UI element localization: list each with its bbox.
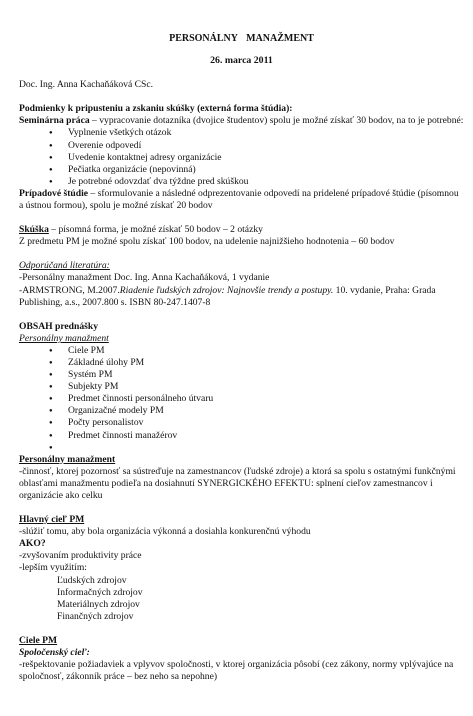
- seminar-label: Seminárna práca: [19, 115, 90, 127]
- list-item: ● Základné úlohy PM: [49, 357, 464, 369]
- aims-subheading: Spoločenský cieľ:: [19, 647, 90, 659]
- list-item: [49, 442, 464, 454]
- resource-item: Materiálnych zdrojov: [57, 598, 140, 610]
- case-study-label: Prípadové štúdie: [19, 187, 89, 199]
- list-item: ● Ciele PM: [49, 345, 464, 357]
- exam-paragraph: [19, 224, 464, 236]
- list-item: ● Pečiatka organizácie (nepovinná): [49, 164, 464, 176]
- list-item: ● Overenie odpovedí: [49, 140, 464, 152]
- goal-line-2: -zvyšovaním produktivity práce: [19, 550, 142, 562]
- resource-item: Ľudských zdrojov: [57, 574, 127, 586]
- resource-item: Finančných zdrojov: [57, 610, 134, 622]
- list-item: ● Subjekty PM: [49, 381, 464, 393]
- case-study-paragraph: [19, 188, 464, 212]
- contents-subheading: Personálny manažment: [19, 332, 109, 344]
- literature-heading: Odporúčaná literatúra:: [19, 260, 110, 272]
- goal-line-3: -lepším využitím:: [19, 562, 87, 574]
- document-title: PERSONÁLNY MANAŽMENT: [169, 33, 314, 44]
- list-item: ● Uvedenie kontaktnej adresy organizácie: [49, 152, 464, 164]
- list-item: ● Počty personalistov: [49, 417, 464, 429]
- resource-item: Informačných zdrojov: [57, 586, 143, 598]
- pm-heading: Personálny manažment: [19, 453, 116, 465]
- list-item: ● Predmet činnosti personálneho útvaru: [49, 393, 464, 405]
- document-page: [19, 10, 464, 683]
- list-item: ● Vyplnenie všetkých otázok: [49, 127, 464, 139]
- aims-text: -rešpektovanie požiadaviek a vplyvov spoločnosti, v ktorej organizácia pôsobí (cez zákony, normy vplývajúce na spoločnosť, zákonník práce – bez neho sa nepohne): [19, 659, 454, 683]
- exam-text: – písomná forma, je možné získať 50 bodov – 2 otázky: [48, 224, 263, 236]
- exam-total: Z predmetu PM je možné spolu získať 100 bodov, na udelenie najnižšieho hodnotenia – 60 bodov: [19, 236, 395, 248]
- case-study-text: – sformulovanie a následné odprezentovanie odpovedí na pridelené prípadové štúdie (písomnou a ústnou formou), spolu je možné získať 20 bodov: [19, 187, 459, 212]
- list-item: ● Predmet činnosti manažérov: [49, 430, 464, 442]
- pm-definition: -činnosť, ktorej pozornosť sa sústreďuje na zamestnancov (ľudské zdroje) a ktorá sa spolu s ostatnými funkčnými oblasťami manažmentu podieľa na dosiahnutí SYNERGICKÉHO EFEKTU: splnení cieľov zamestnancov i organizácie ako celku: [19, 465, 456, 501]
- literature-item-2: [19, 285, 464, 309]
- author-line: Doc. Ing. Anna Kachaňáková CSc.: [19, 79, 154, 91]
- literature-publisher: 10. vydanie, Praha: Grada Publishing, a.s., 2007.800 s. ISBN 80-247.1407-8: [19, 284, 436, 308]
- seminar-text: – vypracovanie dotazníka (dvojice študentov) spolu je možné získať 30 bodov, na to je potrebné:: [89, 115, 464, 127]
- seminar-paragraph: [19, 115, 464, 127]
- goal-line-1: -slúžiť tomu, aby bola organizácia výkonná a dosiahla konkurenčnú výhodu: [19, 526, 311, 538]
- aims-heading: Ciele PM: [19, 634, 58, 646]
- list-item: ● Organizačné modely PM: [49, 405, 464, 417]
- literature-book-title: Riadenie ľudských zdrojov: Najnovšie trendy a postupy.: [119, 284, 334, 296]
- goal-how: AKO?: [19, 538, 46, 550]
- contents-list: [19, 345, 464, 454]
- contents-heading: OBSAH prednášky: [19, 320, 98, 332]
- list-item: ● Je potrebné odovzdať dva týždne pred skúškou: [49, 176, 464, 188]
- resources-list: [19, 575, 464, 623]
- conditions-heading: Podmienky k pripusteniu a zskaniu skúšky (externá forma štúdia):: [19, 103, 293, 115]
- literature-author: -ARMSTRONG, M.2007.: [19, 284, 120, 296]
- conditions-list: [19, 127, 464, 187]
- document-date: 26. marca 2011: [210, 55, 273, 67]
- goal-heading: Hlavný cieľ PM: [19, 514, 85, 526]
- exam-label: Skúška: [19, 224, 49, 236]
- list-item: ● Systém PM: [49, 369, 464, 381]
- literature-item-1: -Personálny manažment Doc. Ing. Anna Kachaňáková, 1 vydanie: [19, 272, 270, 284]
